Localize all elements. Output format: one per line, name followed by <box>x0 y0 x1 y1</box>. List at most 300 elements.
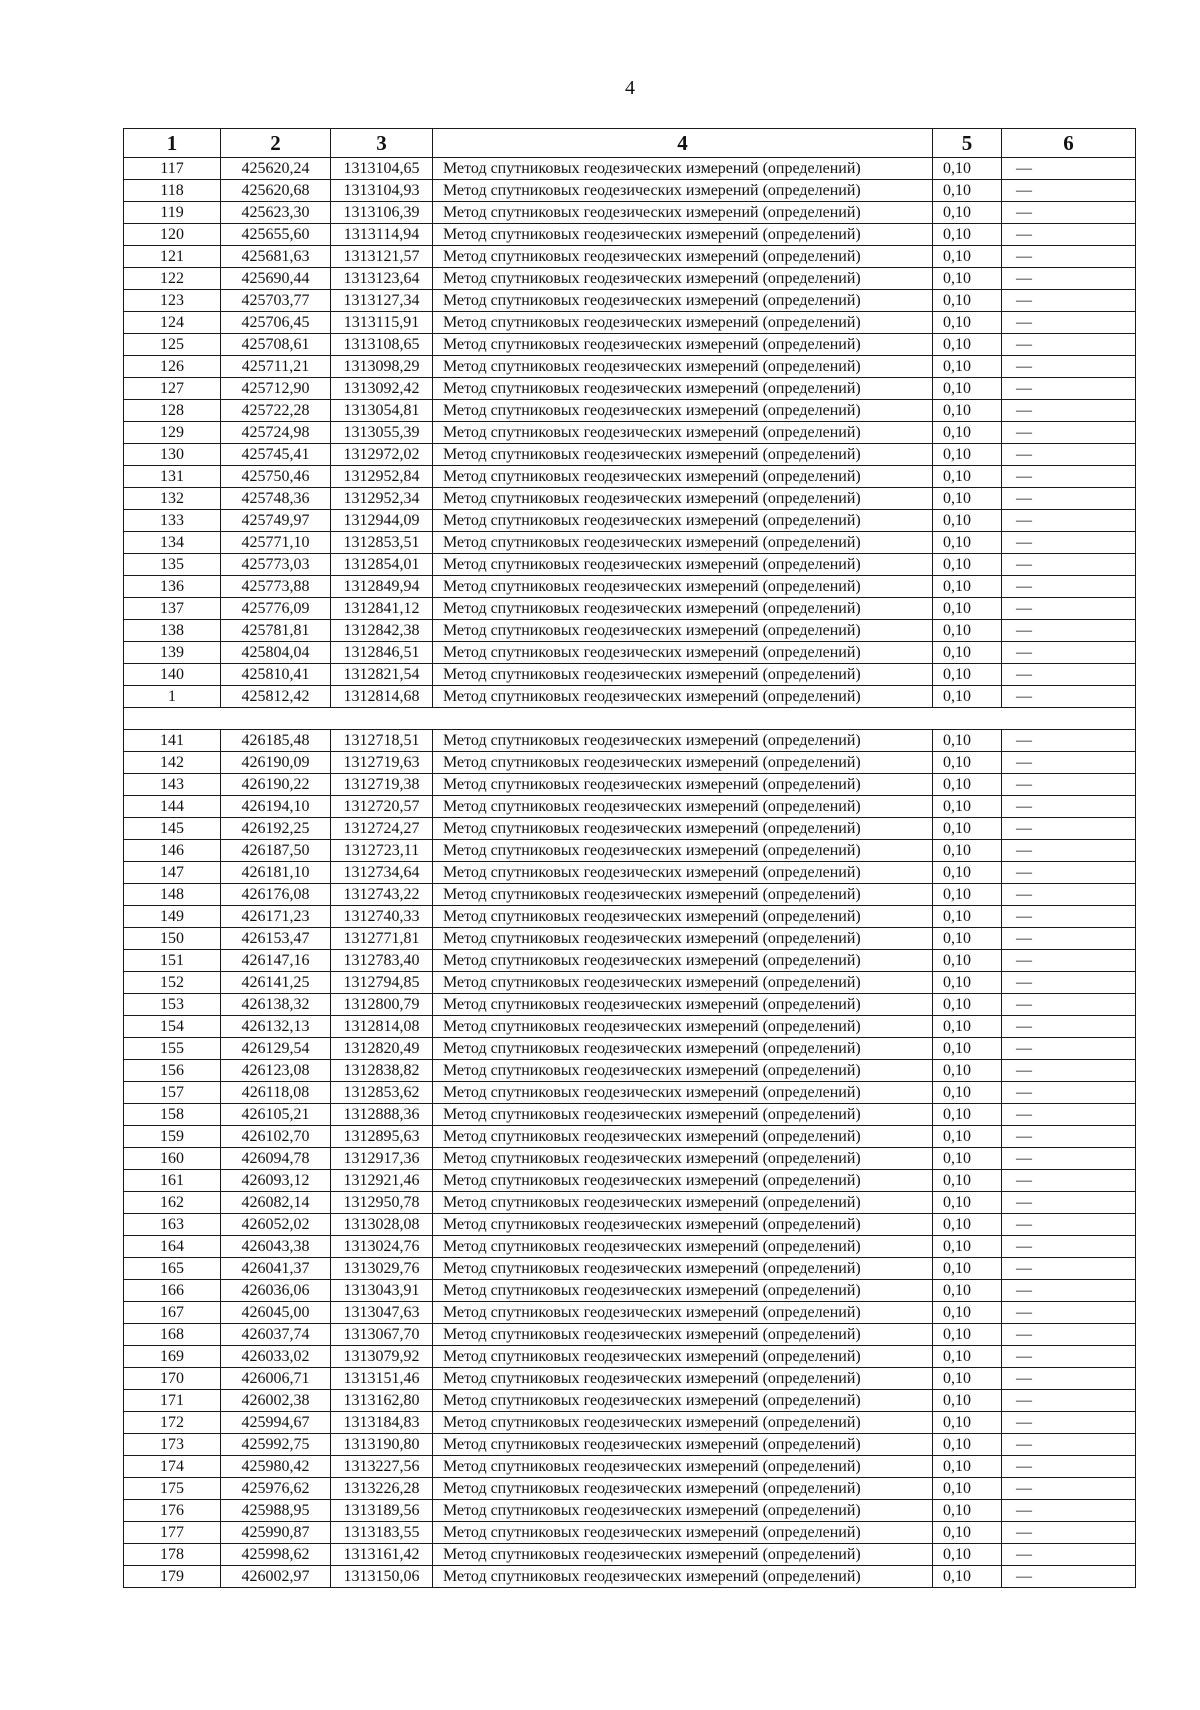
y-coordinate-cell: 1312794,85 <box>331 972 433 994</box>
accuracy-cell: 0,10 <box>933 312 1002 334</box>
table-body <box>124 158 1136 1588</box>
table-row <box>124 1566 1136 1588</box>
description-cell: — <box>1002 1500 1136 1522</box>
accuracy-cell: 0,10 <box>933 1148 1002 1170</box>
accuracy-cell: 0,10 <box>933 510 1002 532</box>
accuracy-cell: 0,10 <box>933 1478 1002 1500</box>
point-number-cell: 175 <box>124 1478 221 1500</box>
point-number-cell: 144 <box>124 796 221 818</box>
description-cell: — <box>1002 1016 1136 1038</box>
description-cell: — <box>1002 246 1136 268</box>
x-coordinate-cell: 426187,50 <box>221 840 331 862</box>
y-coordinate-cell: 1313106,39 <box>331 202 433 224</box>
table-row <box>124 1082 1136 1104</box>
point-number-cell: 158 <box>124 1104 221 1126</box>
x-coordinate-cell: 426185,48 <box>221 730 331 752</box>
method-cell: Метод спутниковых геодезических измерений (определений) <box>433 1236 933 1258</box>
y-coordinate-cell: 1313162,80 <box>331 1390 433 1412</box>
table-row <box>124 290 1136 312</box>
accuracy-cell: 0,10 <box>933 554 1002 576</box>
description-cell: — <box>1002 1236 1136 1258</box>
table-row <box>124 1236 1136 1258</box>
description-cell: — <box>1002 1390 1136 1412</box>
y-coordinate-cell: 1313184,83 <box>331 1412 433 1434</box>
point-number-cell: 174 <box>124 1456 221 1478</box>
description-cell: — <box>1002 444 1136 466</box>
point-number-cell: 156 <box>124 1060 221 1082</box>
table-row <box>124 1522 1136 1544</box>
method-cell: Метод спутниковых геодезических измерений (определений) <box>433 1126 933 1148</box>
table-row <box>124 1170 1136 1192</box>
y-coordinate-cell: 1312821,54 <box>331 664 433 686</box>
accuracy-cell: 0,10 <box>933 290 1002 312</box>
point-number-cell: 125 <box>124 334 221 356</box>
description-cell: — <box>1002 268 1136 290</box>
y-coordinate-cell: 1312841,12 <box>331 598 433 620</box>
y-coordinate-cell: 1312820,49 <box>331 1038 433 1060</box>
point-number-cell: 131 <box>124 466 221 488</box>
description-cell: — <box>1002 400 1136 422</box>
accuracy-cell: 0,10 <box>933 1192 1002 1214</box>
accuracy-cell: 0,10 <box>933 1434 1002 1456</box>
point-number-cell: 143 <box>124 774 221 796</box>
x-coordinate-cell: 426094,78 <box>221 1148 331 1170</box>
accuracy-cell: 0,10 <box>933 1236 1002 1258</box>
description-cell: — <box>1002 1346 1136 1368</box>
y-coordinate-cell: 1312838,82 <box>331 1060 433 1082</box>
point-number-cell: 170 <box>124 1368 221 1390</box>
accuracy-cell: 0,10 <box>933 1324 1002 1346</box>
table-row <box>124 510 1136 532</box>
y-coordinate-cell: 1313190,80 <box>331 1434 433 1456</box>
y-coordinate-cell: 1313043,91 <box>331 1280 433 1302</box>
y-coordinate-cell: 1313024,76 <box>331 1236 433 1258</box>
method-cell: Метод спутниковых геодезических измерений (определений) <box>433 1412 933 1434</box>
x-coordinate-cell: 425623,30 <box>221 202 331 224</box>
point-number-cell: 126 <box>124 356 221 378</box>
x-coordinate-cell: 425690,44 <box>221 268 331 290</box>
x-coordinate-cell: 425812,42 <box>221 686 331 708</box>
accuracy-cell: 0,10 <box>933 972 1002 994</box>
point-number-cell: 127 <box>124 378 221 400</box>
description-cell: — <box>1002 1368 1136 1390</box>
description-cell: — <box>1002 488 1136 510</box>
x-coordinate-cell: 425708,61 <box>221 334 331 356</box>
point-number-cell: 133 <box>124 510 221 532</box>
method-cell: Метод спутниковых геодезических измерений (определений) <box>433 268 933 290</box>
point-number-cell: 178 <box>124 1544 221 1566</box>
header-x-coordinate: 2 <box>221 129 331 158</box>
accuracy-cell: 0,10 <box>933 1104 1002 1126</box>
table-row <box>124 642 1136 664</box>
description-cell: — <box>1002 1214 1136 1236</box>
point-number-cell: 128 <box>124 400 221 422</box>
table-row <box>124 334 1136 356</box>
point-number-cell: 139 <box>124 642 221 664</box>
method-cell: Метод спутниковых геодезических измерений (определений) <box>433 664 933 686</box>
method-cell: Метод спутниковых геодезических измерений (определений) <box>433 444 933 466</box>
y-coordinate-cell: 1312723,11 <box>331 840 433 862</box>
y-coordinate-cell: 1312740,33 <box>331 906 433 928</box>
x-coordinate-cell: 426002,38 <box>221 1390 331 1412</box>
description-cell: — <box>1002 1522 1136 1544</box>
x-coordinate-cell: 426132,13 <box>221 1016 331 1038</box>
y-coordinate-cell: 1313067,70 <box>331 1324 433 1346</box>
accuracy-cell: 0,10 <box>933 686 1002 708</box>
x-coordinate-cell: 426192,25 <box>221 818 331 840</box>
method-cell: Метод спутниковых геодезических измерений (определений) <box>433 1544 933 1566</box>
x-coordinate-cell: 426153,47 <box>221 928 331 950</box>
description-cell: — <box>1002 1082 1136 1104</box>
table-row <box>124 554 1136 576</box>
point-number-cell: 141 <box>124 730 221 752</box>
description-cell: — <box>1002 642 1136 664</box>
method-cell: Метод спутниковых геодезических измерений (определений) <box>433 1192 933 1214</box>
table-row <box>124 906 1136 928</box>
table-row <box>124 576 1136 598</box>
method-cell: Метод спутниковых геодезических измерений (определений) <box>433 466 933 488</box>
accuracy-cell: 0,10 <box>933 1280 1002 1302</box>
point-number-cell: 164 <box>124 1236 221 1258</box>
method-cell: Метод спутниковых геодезических измерений (определений) <box>433 224 933 246</box>
table-row <box>124 598 1136 620</box>
header-y-coordinate: 3 <box>331 129 433 158</box>
table-row <box>124 1346 1136 1368</box>
accuracy-cell: 0,10 <box>933 1082 1002 1104</box>
header-point-number: 1 <box>124 129 221 158</box>
point-number-cell: 135 <box>124 554 221 576</box>
method-cell: Метод спутниковых геодезических измерений (определений) <box>433 1280 933 1302</box>
point-number-cell: 157 <box>124 1082 221 1104</box>
x-coordinate-cell: 425620,24 <box>221 158 331 180</box>
method-cell: Метод спутниковых геодезических измерений (определений) <box>433 906 933 928</box>
description-cell: — <box>1002 752 1136 774</box>
accuracy-cell: 0,10 <box>933 1412 1002 1434</box>
description-cell: — <box>1002 598 1136 620</box>
method-cell: Метод спутниковых геодезических измерений (определений) <box>433 1478 933 1500</box>
accuracy-cell: 0,10 <box>933 840 1002 862</box>
y-coordinate-cell: 1313092,42 <box>331 378 433 400</box>
method-cell: Метод спутниковых геодезических измерений (определений) <box>433 686 933 708</box>
x-coordinate-cell: 425722,28 <box>221 400 331 422</box>
x-coordinate-cell: 426118,08 <box>221 1082 331 1104</box>
x-coordinate-cell: 426141,25 <box>221 972 331 994</box>
description-cell: — <box>1002 774 1136 796</box>
table-row <box>124 1258 1136 1280</box>
method-cell: Метод спутниковых геодезических измерений (определений) <box>433 994 933 1016</box>
table-row <box>124 488 1136 510</box>
point-number-cell: 119 <box>124 202 221 224</box>
accuracy-cell: 0,10 <box>933 1016 1002 1038</box>
method-cell: Метод спутниковых геодезических измерений (определений) <box>433 598 933 620</box>
method-cell: Метод спутниковых геодезических измерений (определений) <box>433 532 933 554</box>
y-coordinate-cell: 1312917,36 <box>331 1148 433 1170</box>
method-cell: Метод спутниковых геодезических измерений (определений) <box>433 642 933 664</box>
y-coordinate-cell: 1313189,56 <box>331 1500 433 1522</box>
x-coordinate-cell: 425804,04 <box>221 642 331 664</box>
accuracy-cell: 0,10 <box>933 576 1002 598</box>
x-coordinate-cell: 426181,10 <box>221 862 331 884</box>
accuracy-cell: 0,10 <box>933 202 1002 224</box>
y-coordinate-cell: 1312719,63 <box>331 752 433 774</box>
x-coordinate-cell: 425773,03 <box>221 554 331 576</box>
x-coordinate-cell: 426147,16 <box>221 950 331 972</box>
method-cell: Метод спутниковых геодезических измерений (определений) <box>433 752 933 774</box>
method-cell: Метод спутниковых геодезических измерений (определений) <box>433 1170 933 1192</box>
y-coordinate-cell: 1312944,09 <box>331 510 433 532</box>
table-row <box>124 1500 1136 1522</box>
method-cell: Метод спутниковых геодезических измерений (определений) <box>433 928 933 950</box>
accuracy-cell: 0,10 <box>933 1258 1002 1280</box>
accuracy-cell: 0,10 <box>933 620 1002 642</box>
table-row <box>124 1104 1136 1126</box>
table-row <box>124 444 1136 466</box>
point-number-cell: 167 <box>124 1302 221 1324</box>
method-cell: Метод спутниковых геодезических измерений (определений) <box>433 1368 933 1390</box>
x-coordinate-cell: 425749,97 <box>221 510 331 532</box>
point-number-cell: 140 <box>124 664 221 686</box>
x-coordinate-cell: 425776,09 <box>221 598 331 620</box>
x-coordinate-cell: 425620,68 <box>221 180 331 202</box>
x-coordinate-cell: 426093,12 <box>221 1170 331 1192</box>
accuracy-cell: 0,10 <box>933 664 1002 686</box>
y-coordinate-cell: 1312952,84 <box>331 466 433 488</box>
accuracy-cell: 0,10 <box>933 334 1002 356</box>
point-number-cell: 117 <box>124 158 221 180</box>
method-cell: Метод спутниковых геодезических измерений (определений) <box>433 1016 933 1038</box>
table-row <box>124 752 1136 774</box>
y-coordinate-cell: 1313114,94 <box>331 224 433 246</box>
description-cell: — <box>1002 1038 1136 1060</box>
method-cell: Метод спутниковых геодезических измерений (определений) <box>433 1566 933 1588</box>
description-cell: — <box>1002 1456 1136 1478</box>
accuracy-cell: 0,10 <box>933 1368 1002 1390</box>
y-coordinate-cell: 1312849,94 <box>331 576 433 598</box>
y-coordinate-cell: 1312724,27 <box>331 818 433 840</box>
x-coordinate-cell: 425750,46 <box>221 466 331 488</box>
description-cell: — <box>1002 840 1136 862</box>
table-row <box>124 1434 1136 1456</box>
method-cell: Метод спутниковых геодезических измерений (определений) <box>433 1456 933 1478</box>
accuracy-cell: 0,10 <box>933 1544 1002 1566</box>
point-number-cell: 130 <box>124 444 221 466</box>
x-coordinate-cell: 426052,02 <box>221 1214 331 1236</box>
accuracy-cell: 0,10 <box>933 642 1002 664</box>
accuracy-cell: 0,10 <box>933 466 1002 488</box>
description-cell: — <box>1002 906 1136 928</box>
accuracy-cell: 0,10 <box>933 1302 1002 1324</box>
x-coordinate-cell: 426041,37 <box>221 1258 331 1280</box>
point-number-cell: 171 <box>124 1390 221 1412</box>
table-row <box>124 1214 1136 1236</box>
x-coordinate-cell: 425781,81 <box>221 620 331 642</box>
header-description: 6 <box>1002 129 1136 158</box>
header-method: 4 <box>433 129 933 158</box>
table-row <box>124 1192 1136 1214</box>
description-cell: — <box>1002 994 1136 1016</box>
description-cell: — <box>1002 554 1136 576</box>
point-number-cell: 166 <box>124 1280 221 1302</box>
description-cell: — <box>1002 950 1136 972</box>
x-coordinate-cell: 425771,10 <box>221 532 331 554</box>
description-cell: — <box>1002 1148 1136 1170</box>
table-row <box>124 422 1136 444</box>
y-coordinate-cell: 1313161,42 <box>331 1544 433 1566</box>
separator-row <box>124 708 1136 730</box>
point-number-cell: 173 <box>124 1434 221 1456</box>
description-cell: — <box>1002 202 1136 224</box>
y-coordinate-cell: 1312853,51 <box>331 532 433 554</box>
table-row <box>124 840 1136 862</box>
description-cell: — <box>1002 972 1136 994</box>
point-number-cell: 165 <box>124 1258 221 1280</box>
x-coordinate-cell: 425711,21 <box>221 356 331 378</box>
x-coordinate-cell: 425773,88 <box>221 576 331 598</box>
y-coordinate-cell: 1313079,92 <box>331 1346 433 1368</box>
y-coordinate-cell: 1313183,55 <box>331 1522 433 1544</box>
accuracy-cell: 0,10 <box>933 224 1002 246</box>
table-row <box>124 224 1136 246</box>
table-row <box>124 532 1136 554</box>
y-coordinate-cell: 1313029,76 <box>331 1258 433 1280</box>
description-cell: — <box>1002 356 1136 378</box>
point-number-cell: 177 <box>124 1522 221 1544</box>
point-number-cell: 150 <box>124 928 221 950</box>
method-cell: Метод спутниковых геодезических измерений (определений) <box>433 1214 933 1236</box>
accuracy-cell: 0,10 <box>933 1038 1002 1060</box>
x-coordinate-cell: 425745,41 <box>221 444 331 466</box>
y-coordinate-cell: 1312854,01 <box>331 554 433 576</box>
description-cell: — <box>1002 1258 1136 1280</box>
table-row <box>124 400 1136 422</box>
accuracy-cell: 0,10 <box>933 598 1002 620</box>
accuracy-cell: 0,10 <box>933 928 1002 950</box>
y-coordinate-cell: 1312842,38 <box>331 620 433 642</box>
table-row <box>124 1016 1136 1038</box>
table-row <box>124 1456 1136 1478</box>
description-cell: — <box>1002 576 1136 598</box>
y-coordinate-cell: 1313227,56 <box>331 1456 433 1478</box>
x-coordinate-cell: 425724,98 <box>221 422 331 444</box>
description-cell: — <box>1002 1170 1136 1192</box>
table-row <box>124 268 1136 290</box>
point-number-cell: 121 <box>124 246 221 268</box>
y-coordinate-cell: 1313115,91 <box>331 312 433 334</box>
table-row <box>124 202 1136 224</box>
point-number-cell: 147 <box>124 862 221 884</box>
point-number-cell: 137 <box>124 598 221 620</box>
point-number-cell: 124 <box>124 312 221 334</box>
y-coordinate-cell: 1313054,81 <box>331 400 433 422</box>
y-coordinate-cell: 1313226,28 <box>331 1478 433 1500</box>
description-cell: — <box>1002 510 1136 532</box>
table-row <box>124 1280 1136 1302</box>
accuracy-cell: 0,10 <box>933 444 1002 466</box>
point-number-cell: 168 <box>124 1324 221 1346</box>
y-coordinate-cell: 1313127,34 <box>331 290 433 312</box>
point-number-cell: 120 <box>124 224 221 246</box>
description-cell: — <box>1002 1412 1136 1434</box>
description-cell: — <box>1002 1126 1136 1148</box>
method-cell: Метод спутниковых геодезических измерений (определений) <box>433 1082 933 1104</box>
point-number-cell: 154 <box>124 1016 221 1038</box>
method-cell: Метод спутниковых геодезических измерений (определений) <box>433 202 933 224</box>
description-cell: — <box>1002 796 1136 818</box>
x-coordinate-cell: 425988,95 <box>221 1500 331 1522</box>
description-cell: — <box>1002 664 1136 686</box>
accuracy-cell: 0,10 <box>933 1214 1002 1236</box>
accuracy-cell: 0,10 <box>933 1390 1002 1412</box>
point-number-cell: 146 <box>124 840 221 862</box>
accuracy-cell: 0,10 <box>933 796 1002 818</box>
table-row <box>124 928 1136 950</box>
accuracy-cell: 0,10 <box>933 268 1002 290</box>
x-coordinate-cell: 425712,90 <box>221 378 331 400</box>
x-coordinate-cell: 426033,02 <box>221 1346 331 1368</box>
method-cell: Метод спутниковых геодезических измерений (определений) <box>433 1038 933 1060</box>
point-number-cell: 176 <box>124 1500 221 1522</box>
x-coordinate-cell: 426138,32 <box>221 994 331 1016</box>
method-cell: Метод спутниковых геодезических измерений (определений) <box>433 950 933 972</box>
x-coordinate-cell: 426082,14 <box>221 1192 331 1214</box>
method-cell: Метод спутниковых геодезических измерений (определений) <box>433 884 933 906</box>
x-coordinate-cell: 425706,45 <box>221 312 331 334</box>
point-number-cell: 172 <box>124 1412 221 1434</box>
y-coordinate-cell: 1313028,08 <box>331 1214 433 1236</box>
accuracy-cell: 0,10 <box>933 862 1002 884</box>
method-cell: Метод спутниковых геодезических измерений (определений) <box>433 1500 933 1522</box>
y-coordinate-cell: 1313104,93 <box>331 180 433 202</box>
table-row <box>124 686 1136 708</box>
point-number-cell: 163 <box>124 1214 221 1236</box>
description-cell: — <box>1002 1544 1136 1566</box>
y-coordinate-cell: 1312783,40 <box>331 950 433 972</box>
y-coordinate-cell: 1312853,62 <box>331 1082 433 1104</box>
description-cell: — <box>1002 1302 1136 1324</box>
method-cell: Метод спутниковых геодезических измерений (определений) <box>433 378 933 400</box>
x-coordinate-cell: 426037,74 <box>221 1324 331 1346</box>
point-number-cell: 138 <box>124 620 221 642</box>
x-coordinate-cell: 426190,09 <box>221 752 331 774</box>
method-cell: Метод спутниковых геодезических измерений (определений) <box>433 840 933 862</box>
table-row <box>124 356 1136 378</box>
method-cell: Метод спутниковых геодезических измерений (определений) <box>433 400 933 422</box>
description-cell: — <box>1002 1478 1136 1500</box>
x-coordinate-cell: 425976,62 <box>221 1478 331 1500</box>
accuracy-cell: 0,10 <box>933 488 1002 510</box>
description-cell: — <box>1002 290 1136 312</box>
point-number-cell: 159 <box>124 1126 221 1148</box>
method-cell: Метод спутниковых геодезических измерений (определений) <box>433 1390 933 1412</box>
method-cell: Метод спутниковых геодезических измерений (определений) <box>433 1104 933 1126</box>
y-coordinate-cell: 1312743,22 <box>331 884 433 906</box>
point-number-cell: 148 <box>124 884 221 906</box>
point-number-cell: 129 <box>124 422 221 444</box>
method-cell: Метод спутниковых геодезических измерений (определений) <box>433 510 933 532</box>
point-number-cell: 179 <box>124 1566 221 1588</box>
description-cell: — <box>1002 1192 1136 1214</box>
y-coordinate-cell: 1312814,68 <box>331 686 433 708</box>
method-cell: Метод спутниковых геодезических измерений (определений) <box>433 1522 933 1544</box>
y-coordinate-cell: 1312718,51 <box>331 730 433 752</box>
description-cell: — <box>1002 1434 1136 1456</box>
accuracy-cell: 0,10 <box>933 818 1002 840</box>
method-cell: Метод спутниковых геодезических измерений (определений) <box>433 796 933 818</box>
point-number-cell: 134 <box>124 532 221 554</box>
table-header <box>124 129 1136 158</box>
y-coordinate-cell: 1312771,81 <box>331 928 433 950</box>
y-coordinate-cell: 1312814,08 <box>331 1016 433 1038</box>
